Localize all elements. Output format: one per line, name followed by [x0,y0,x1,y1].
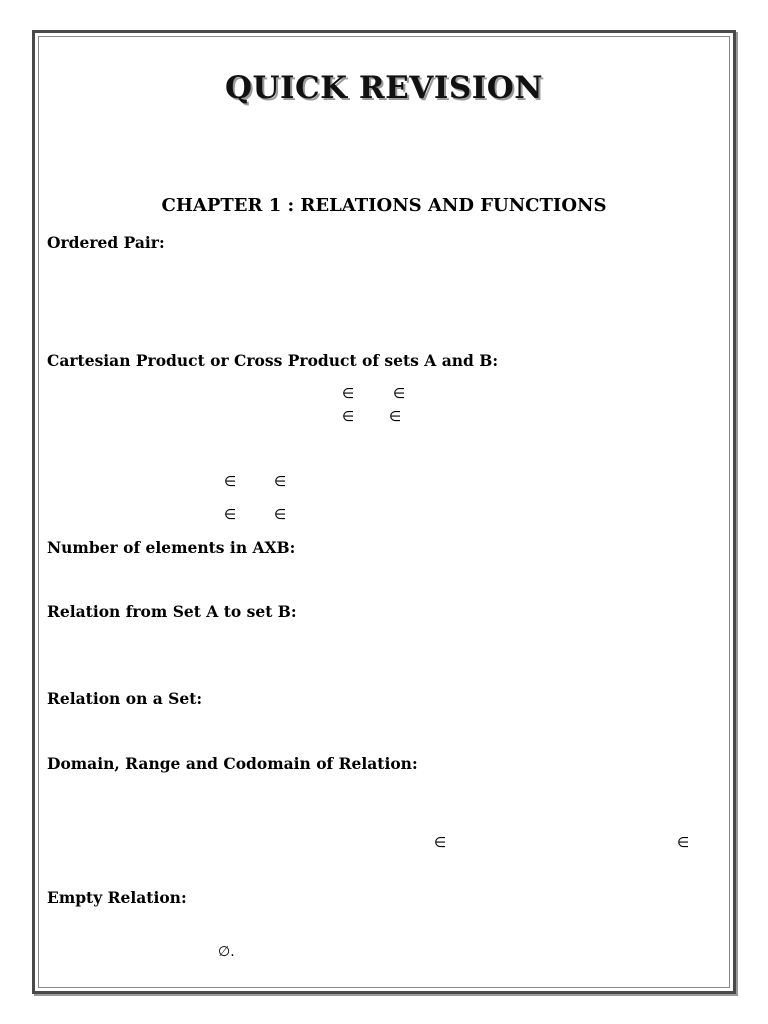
page-inner-rule [38,36,730,988]
element-of-symbol: ∈ [224,474,237,490]
heading-ordered-pair: Ordered Pair: [47,233,165,252]
element-of-symbol: ∈ [434,835,447,851]
element-of-symbol: ∈ [342,409,355,425]
element-of-symbol: ∈ [342,386,355,402]
heading-empty-relation: Empty Relation: [47,888,187,907]
element-of-symbol: ∈ [677,835,690,851]
element-of-symbol: ∈ [224,507,237,523]
page-title: QUICK REVISION [224,70,544,106]
heading-domain-range-codomain: Domain, Range and Codomain of Relation: [47,754,418,773]
chapter-heading: CHAPTER 1 : RELATIONS AND FUNCTIONS [161,195,607,216]
empty-set-symbol: ∅. [218,944,235,960]
element-of-symbol: ∈ [389,409,402,425]
heading-relation-on-set: Relation on a Set: [47,689,203,708]
element-of-symbol: ∈ [274,507,287,523]
heading-number-of-elements: Number of elements in AXB: [47,538,296,557]
element-of-symbol: ∈ [393,386,406,402]
element-of-symbol: ∈ [274,474,287,490]
heading-cartesian-product: Cartesian Product or Cross Product of sets A and B: [47,351,499,370]
page-border [32,30,736,994]
heading-relation-a-to-b: Relation from Set A to set B: [47,602,297,621]
